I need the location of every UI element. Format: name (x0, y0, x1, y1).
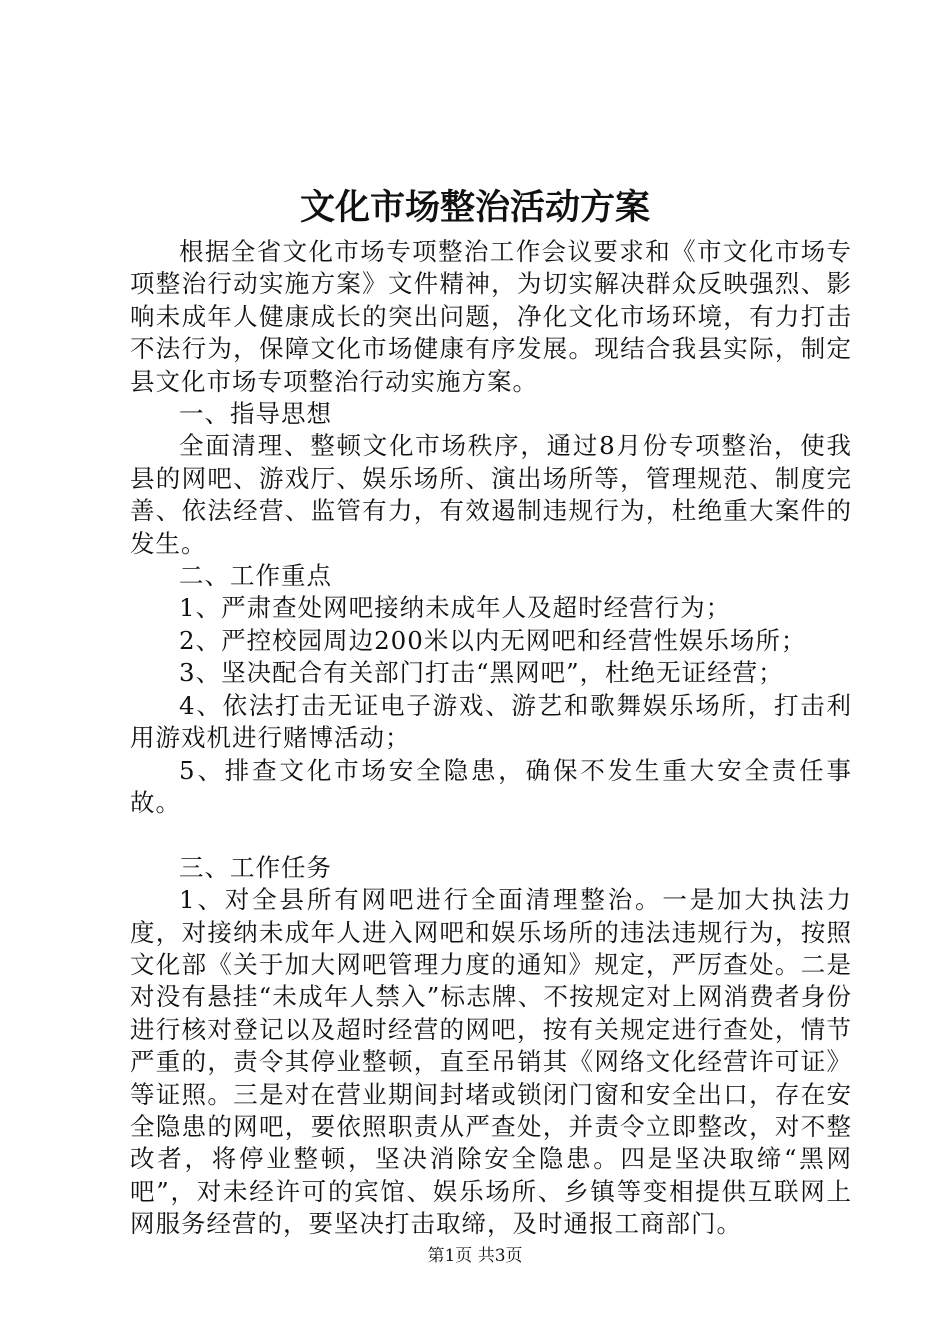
section-heading-work-tasks: 三、工作任务 (179, 852, 332, 882)
paragraph-spacer (130, 819, 852, 851)
intro-paragraph: 根据全省文化市场专项整治工作会议要求和《市文化市场专项整治行动实施方案》文件精神，为切实解决群众反映强烈、影响未成年人健康成长的突出问题，净化文化市场环境，有力打击不法行为，保障文化市场健康有序发展。现结合我县实际，制定县文化市场专项整治行动实施方案。 (130, 237, 852, 396)
key-work-item: 2、严控校园周边200米以内无网吧和经营性娱乐场所； (179, 625, 807, 655)
key-work-item: 1、严肃查处网吧接纳未成年人及超时经营行为； (179, 593, 732, 623)
section-heading-key-work: 二、工作重点 (179, 561, 332, 591)
document-title: 文化市场整治活动方案 (299, 187, 650, 228)
section-paragraph-work-tasks: 1、对全县所有网吧进行全面清理整治。一是加大执法力度，对接纳未成年人进入网吧和娱乐场所的违法违规行为，按照文化部《关于加大网吧管理力度的通知》规定，严厉查处。二是对没有悬挂“未成年人禁入”标志牌、不按规定对上网消费者身份进行核对登记以及超时经营的网吧，按有关规定进行查处，情节严重的，责令其停业整顿，直至吊销其《网络文化经营许可证》等证照。三是对在营业期间封堵或锁闭门窗和安全出口，存在安全隐患的网吧，要依照职责从严查处，并责令立即整改，对不整改者，将停业整顿，坚决消除安全隐患。四是坚决取缔“黑网吧”，对未经许可的宾馆、娱乐场所、乡镇等变相提供互联网上网服务经营的，要坚决打击取缔，及时通报工商部门。 (130, 885, 852, 1239)
key-work-item: 4、依法打击无证电子游戏、游艺和歌舞娱乐场所，打击利用游戏机进行赌博活动； (130, 690, 852, 753)
key-work-item: 5、排查文化市场安全隐患，确保不发生重大安全责任事故。 (130, 755, 852, 817)
section-heading-guiding-thought: 一、指导思想 (179, 399, 332, 429)
section-paragraph-guiding-thought: 全面清理、整顿文化市场秩序，通过8月份专项整治，使我县的网吧、游戏厅、娱乐场所、演出场所等，管理规范、制度完善、依法经营、监管有力，有效遏制违规行为，杜绝重大案件的发生。 (130, 431, 852, 558)
document-body (130, 236, 852, 1241)
key-work-item: 3、坚决配合有关部门打击“黑网吧”，杜绝无证经营； (179, 658, 784, 688)
page-number-footer: 第1页 共3页 (427, 1246, 523, 1266)
